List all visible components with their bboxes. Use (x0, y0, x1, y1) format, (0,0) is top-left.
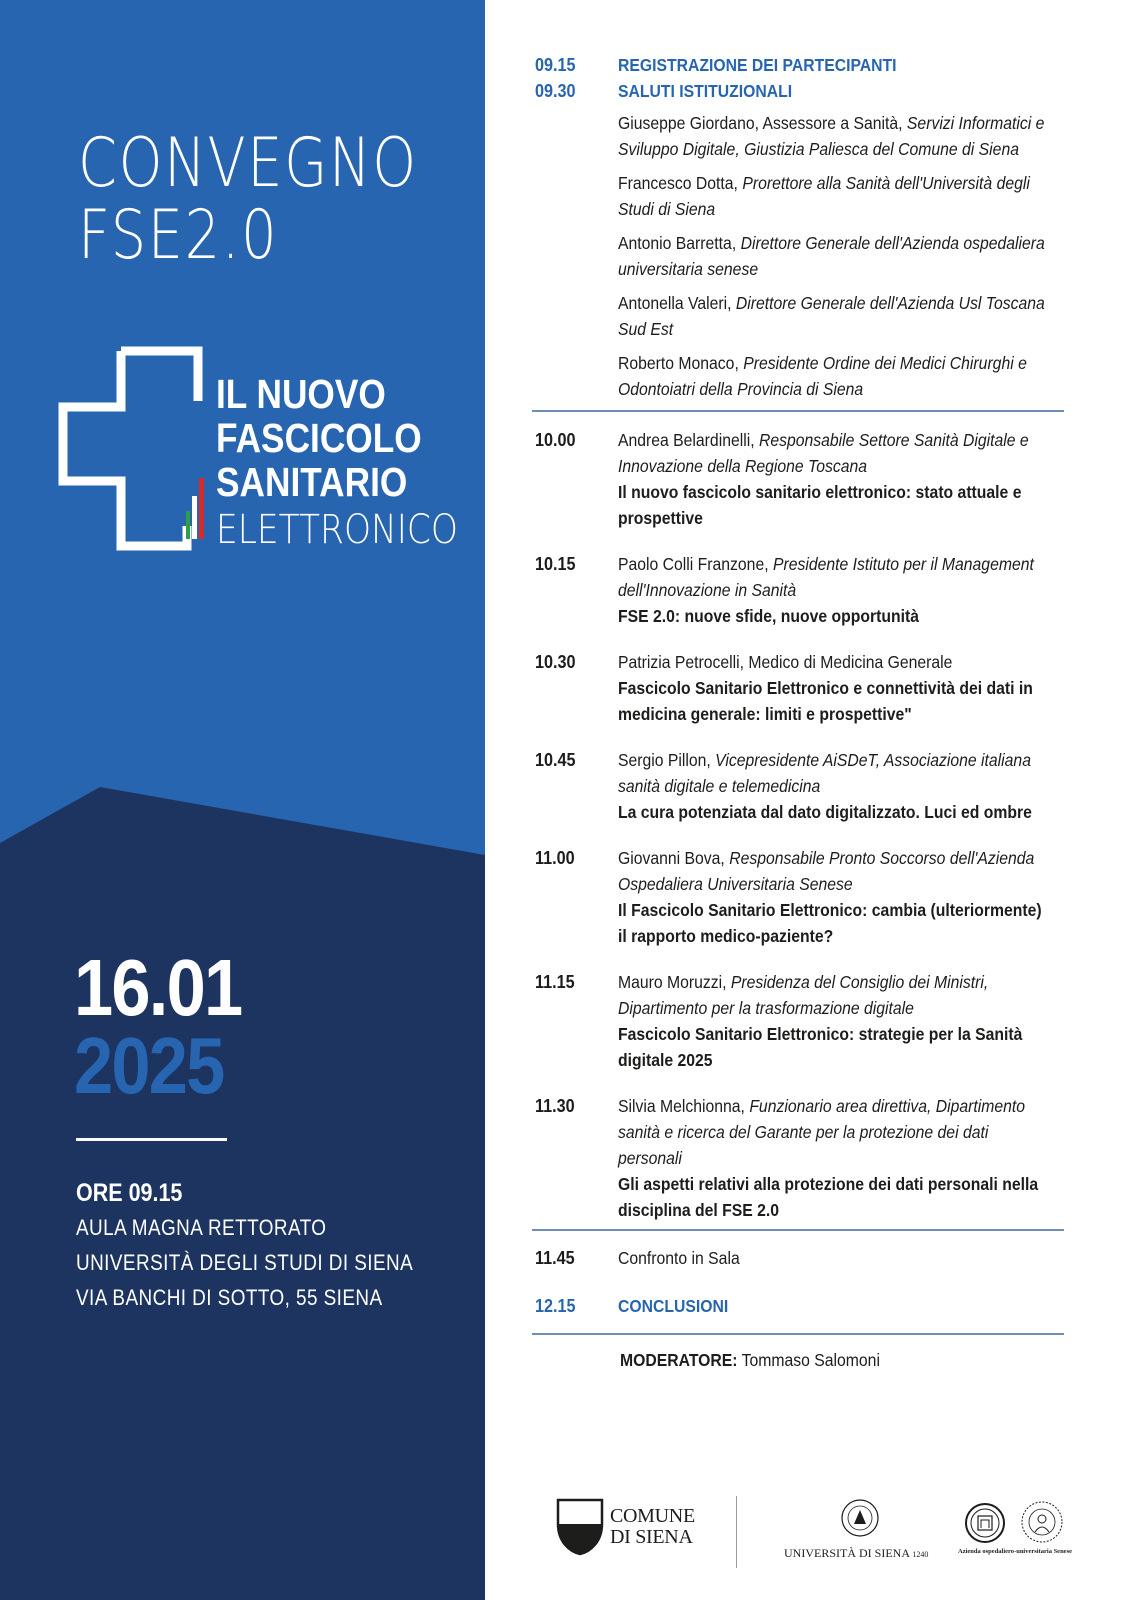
program-text: Confronto in Sala (618, 1248, 740, 1268)
university-seal-icon (840, 1498, 880, 1538)
venue-line-2: UNIVERSITÀ DEGLI STUDI DI SIENA (76, 1250, 414, 1275)
talk-details: Andrea Belardinelli, Responsabile Settore Sanità Digitale e Innovazione della Regione Toscana Il nuovo fascicolo sanitario elettronico: stato attuale e prospettive (618, 430, 1029, 528)
university-logo-text: UNIVERSITÀ DI SIENA 1240 (784, 1546, 929, 1560)
university-hospital-seal-icon (1020, 1500, 1064, 1544)
event-date-year: 2025 (74, 1021, 224, 1110)
speaker: Antonella Valeri, Direttore Generale dell'Azienda Usl Toscana Sud Est (618, 293, 1045, 339)
program-item-saluti (532, 78, 1064, 104)
medical-cross-logo-icon (52, 346, 210, 554)
speaker: Giuseppe Giordano, Assessore a Sanità, Servizi Informatici e Sviluppo Digitale, Giustizia Paliesca del Comune di Siena (618, 113, 1045, 159)
event-title-line-1: CONVEGNO (78, 124, 418, 203)
program-time: 09.30 (535, 81, 576, 101)
talk-title: FSE 2.0: nuove sfide, nuove opportunità (618, 606, 920, 626)
hospital-logo-text: Azienda ospedaliero-universitaria Senese (958, 1548, 1072, 1555)
speaker: Francesco Dotta, Prorettore alla Sanità dell'Università degli Studi di Siena (618, 173, 1030, 219)
comune-di-siena-shield-icon (556, 1498, 604, 1556)
event-title (78, 124, 418, 275)
program (532, 52, 1064, 1373)
venue-line-1: AULA MAGNA RETTORATO (76, 1215, 327, 1240)
moderator-name: Tommaso Salomoni (741, 1350, 880, 1370)
fse-logo-line-1: IL NUOVO (216, 371, 386, 417)
talk-details: Mauro Moruzzi, Presidenza del Consiglio dei Ministri, Dipartimento per la trasformazione digitale Fascicolo Sanitario Elettronico: strategie per la Sanità digitale 2025 (618, 972, 1023, 1070)
left-panel (0, 0, 485, 1600)
venue-line-3: VIA BANCHI DI SOTTO, 55 SIENA (76, 1285, 383, 1310)
program-item-talk (532, 747, 1064, 825)
program-heading: REGISTRAZIONE DEI PARTECIPANTI (618, 55, 897, 75)
talk-details: Patrizia Petrocelli, Medico di Medicina Generale Fascicolo Sanitario Elettronico e connettività dei dati in medicina generale: limiti e prospettive" (618, 652, 1033, 724)
program-time: 09.15 (535, 55, 576, 75)
event-time: ORE 09.15 (76, 1179, 183, 1207)
program-item-registration (532, 52, 1064, 78)
program-time: 10.45 (535, 750, 576, 770)
program-item-conclusioni (532, 1293, 1064, 1319)
program-time: 10.15 (535, 554, 576, 574)
talk-details: Paolo Colli Franzone, Presidente Istituto per il Management dell'Innovazione in Sanità FSE 2.0: nuove sfide, nuove opportunità (618, 554, 1034, 626)
talk-title: Il nuovo fascicolo sanitario elettronico: stato attuale e prospettive (618, 482, 1022, 528)
talk-title: Gli aspetti relativi alla protezione dei dati personali nella disciplina del FSE 2.0 (618, 1174, 1039, 1220)
fse-logo-light-text: ELETTRONICO (216, 507, 459, 553)
institutional-greetings (618, 110, 1050, 402)
fse-logo-bold-text (216, 372, 422, 504)
talk-details: Silvia Melchionna, Funzionario area direttiva, Dipartimento sanità e ricerca del Garante per la protezione dei dati personali Gli aspetti relativi alla protezione dei dati personali nella disciplina del FSE 2.0 (618, 1096, 1039, 1220)
talk-title: Il Fascicolo Sanitario Elettronico: cambia (ulteriormente) il rapporto medico-paziente? (618, 900, 1042, 946)
program-heading: CONCLUSIONI (618, 1296, 729, 1316)
talk-title: La cura potenziata dal dato digitalizzato. Luci ed ombre (618, 802, 1032, 822)
program-item-talk (532, 1093, 1064, 1223)
talk-title: Fascicolo Sanitario Elettronico: strategie per la Sanità digitale 2025 (618, 1024, 1023, 1070)
talk-details: Sergio Pillon, Vicepresidente AiSDeT, Associazione italiana sanità digitale e telemedicina La cura potenziata dal dato digitalizzato. Luci ed ombre (618, 750, 1032, 822)
program-time: 11.00 (535, 848, 575, 868)
program-time: 12.15 (535, 1296, 576, 1316)
fse-logo-line-3: SANITARIO (216, 459, 408, 505)
date-divider (76, 1138, 227, 1141)
program-item-talk (532, 427, 1064, 531)
program-time: 10.30 (535, 652, 576, 672)
program-heading: SALUTI ISTITUZIONALI (618, 81, 793, 101)
program-time: 11.15 (535, 972, 575, 992)
logo-divider (736, 1496, 737, 1568)
program-item-confronto (532, 1245, 1064, 1271)
moderator-label: MODERATORE: (620, 1350, 738, 1370)
program-item-talk (532, 845, 1064, 949)
event-date-day: 16.01 (74, 943, 242, 1032)
moderator (620, 1347, 1052, 1373)
program-time: 11.45 (535, 1248, 575, 1268)
program-item-talk (532, 969, 1064, 1073)
hospital-seal-icon (964, 1502, 1006, 1544)
program-time: 10.00 (535, 430, 576, 450)
talk-title: Fascicolo Sanitario Elettronico e connettività dei dati in medicina generale: limiti e prospettive" (618, 678, 1033, 724)
program-item-talk (532, 649, 1064, 727)
speaker: Antonio Barretta, Direttore Generale dell'Azienda ospedaliera universitaria senese (618, 233, 1045, 279)
fse-logo-line-2: FASCICOLO (216, 415, 422, 461)
event-title-line-2: FSE2.0 (78, 196, 279, 275)
program-item-talk (532, 551, 1064, 629)
venue-info (76, 1176, 468, 1315)
program-time: 11.30 (535, 1096, 575, 1116)
talk-details: Giovanni Bova, Responsabile Pronto Soccorso dell'Azienda Ospedaliera Universitaria Senese Il Fascicolo Sanitario Elettronico: cambia (ulteriormente) il rapporto medico-paziente? (618, 848, 1042, 946)
speaker: Roberto Monaco, Presidente Ordine dei Medici Chirurghi e Odontoiatri della Provincia di Siena (618, 353, 1027, 399)
comune-di-siena-logo-text: COMUNE DI SIENA (610, 1505, 695, 1548)
